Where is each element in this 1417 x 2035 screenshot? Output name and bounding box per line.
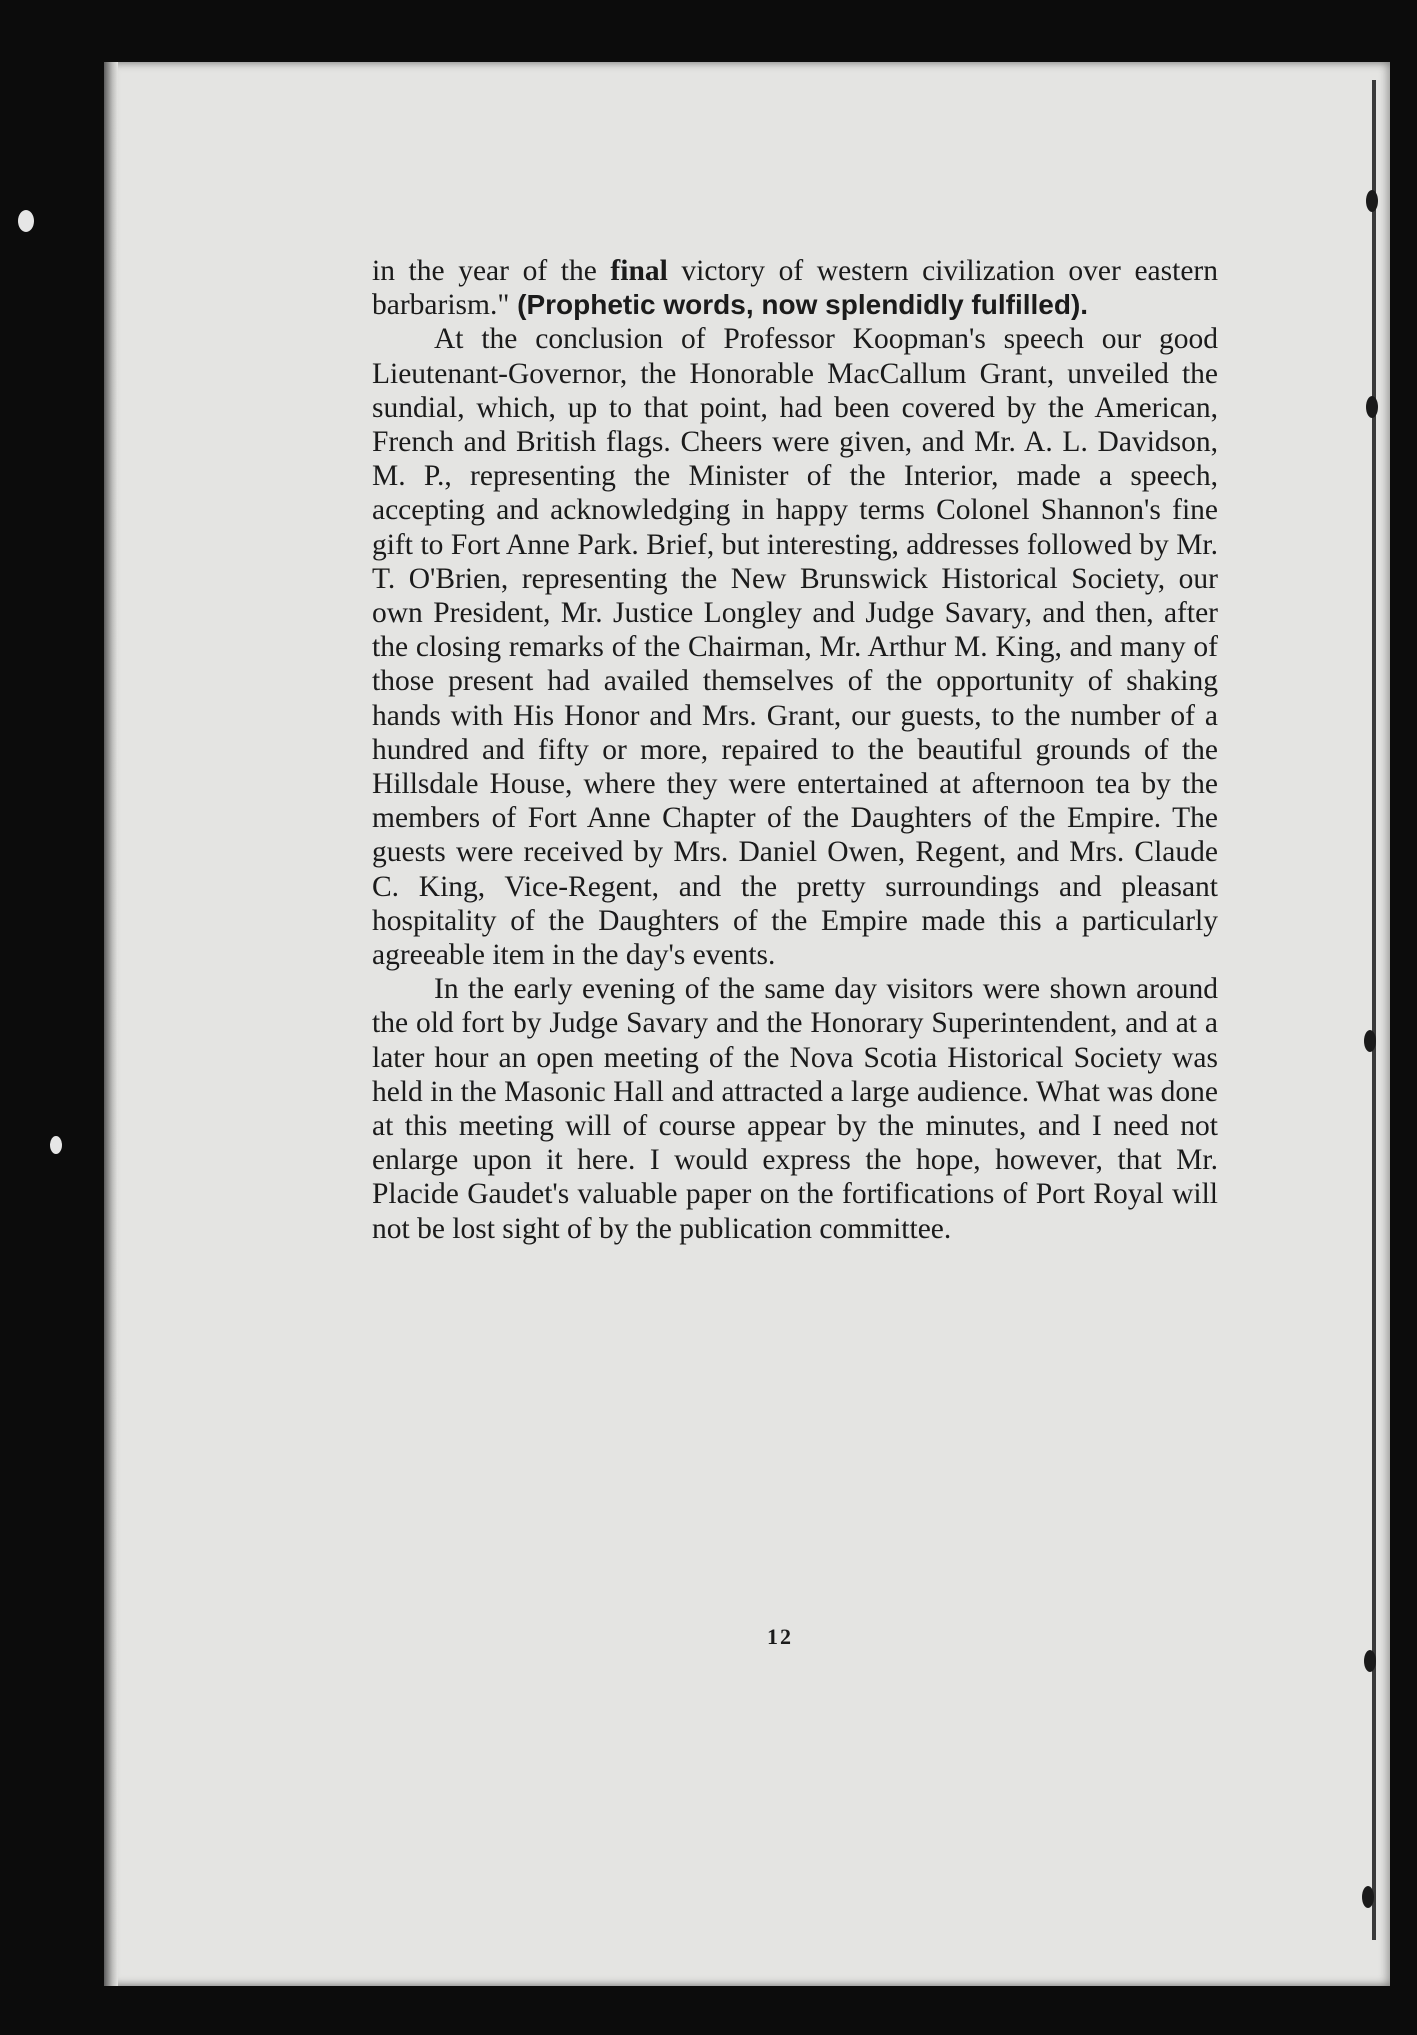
page-number: 12 (767, 1624, 793, 1649)
binding-mark (1364, 1650, 1376, 1672)
binding-mark (1366, 396, 1378, 418)
bold-aside: (Prophetic words, now splendidly fulfilled). (509, 289, 1089, 321)
scan-speck (50, 1136, 62, 1154)
body-text (372, 254, 1218, 1246)
bold-word: final (610, 255, 668, 287)
binding-mark (1362, 1886, 1374, 1908)
binding-mark (1366, 190, 1378, 212)
binding-mark (1364, 1030, 1376, 1052)
paragraph-text: victory of western civilization over eastern barbarism." (372, 255, 1218, 322)
paragraph: In the early evening of the same day visitors were shown around the old fort by Judge Savary and the Honorary Superintendent, and at a later hour an open meeting of the Nova Scotia Historical Society was held in the Masonic Hall and attracted a large audience. What was done at this meeting will of course appear by the minutes, and I need not enlarge upon it here. I would express the hope, however, that Mr. Placide Gaudet's valuable paper on the fortifications of Port Royal will not be lost sight of by the publication committee. (372, 973, 1218, 1245)
scan-speck (18, 210, 34, 232)
paragraph-text: in the year of the (372, 255, 611, 287)
paragraph: At the conclusion of Professor Koopman's speech our good Lieutenant-Governor, the Honorable MacCallum Grant, unveiled the sundial, which, up to that point, had been covered by the American, French and British flags. Cheers were given, and Mr. A. L. Davidson, M. P., representing the Minister of the Interior, made a speech, accepting and acknowledging in happy terms Colonel Shannon's fine gift to Fort Anne Park. Brief, but interesting, addresses followed by Mr. T. O'Brien, representing the New Brunswick Historical Society, our own President, Mr. Justice Longley and Judge Savary, and then, after the closing remarks of the Chairman, Mr. Arthur M. King, and many of those present had availed themselves of the opportunity of shaking hands with His Honor and Mrs. Grant, our guests, to the number of a hundred and fifty or more, repaired to the beautiful grounds of the Hillsdale House, where they were entertained at afternoon tea by the members of Fort Anne Chapter of the Daughters of the Empire. The guests were received by Mrs. Daniel Owen, Regent, and Mrs. Claude C. King, Vice-Regent, and the pretty surroundings and pleasant hospitality of the Daughters of the Empire made this a particularly agreeable item in the day's events. (372, 323, 1218, 972)
page-spine-shadow (104, 62, 118, 1986)
paragraph (372, 254, 1218, 322)
